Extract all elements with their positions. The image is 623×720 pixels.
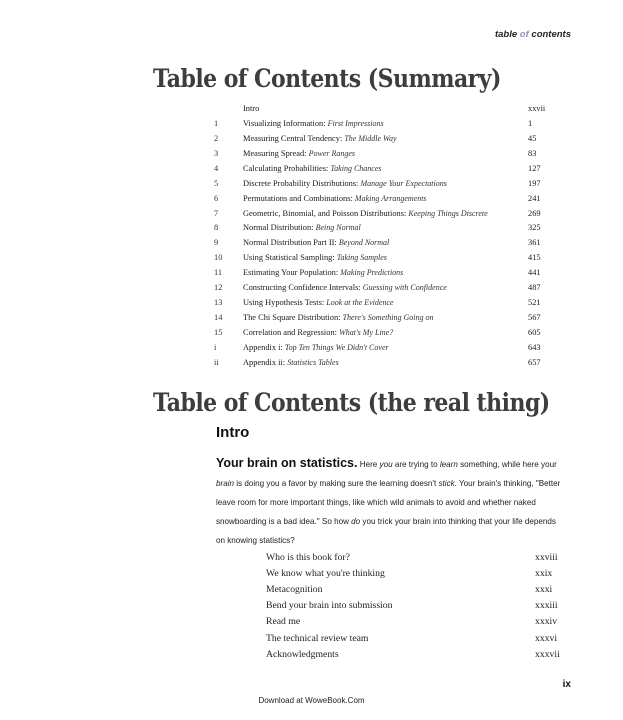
chapter-number: 15 bbox=[214, 328, 223, 338]
chapter-page: 487 bbox=[528, 283, 541, 293]
chapter-title bbox=[243, 194, 528, 203]
section-page: xxxvi bbox=[535, 632, 558, 644]
chapter-title bbox=[243, 149, 528, 158]
intro-text: is doing you a favor by making sure the learning doesn't bbox=[234, 479, 439, 489]
chapter-number: 10 bbox=[214, 253, 223, 263]
section-row[interactable] bbox=[266, 614, 562, 630]
chapter-title bbox=[243, 313, 528, 322]
chapter-main-title: Geometric, Binomial, and Poisson Distributions: bbox=[243, 208, 409, 218]
summary-list bbox=[214, 101, 550, 370]
section-row[interactable] bbox=[266, 646, 562, 662]
footer-credit: Download at WoweBook.Com bbox=[258, 696, 365, 705]
chapter-subtitle: Beyond Normal bbox=[338, 238, 390, 248]
chapter-number: 3 bbox=[214, 148, 219, 158]
chapter-subtitle: Look at the Evidence bbox=[326, 298, 394, 308]
chapter-subtitle: Making Arrangements bbox=[354, 193, 427, 203]
summary-title: Table of Contents (Summary) bbox=[153, 64, 501, 93]
chapter-page: 361 bbox=[528, 238, 541, 248]
chapter-title bbox=[243, 104, 528, 113]
chapter-main-title: Normal Distribution Part II: bbox=[243, 238, 339, 248]
chapter-subtitle: What's My Line? bbox=[339, 328, 394, 338]
section-page: xxviii bbox=[535, 551, 558, 563]
chapter-subtitle: Keeping Things Discrete bbox=[408, 208, 488, 218]
summary-row[interactable] bbox=[214, 101, 550, 116]
chapter-page: 521 bbox=[528, 298, 541, 308]
intro-sections-list bbox=[266, 549, 562, 662]
chapter-subtitle: Top Ten Things We Didn't Cover bbox=[284, 342, 389, 352]
chapter-main-title: Using Hypothesis Tests: bbox=[243, 298, 327, 308]
chapter-subtitle: Power Ranges bbox=[308, 148, 356, 158]
intro-text: Here bbox=[357, 460, 380, 469]
chapter-subtitle: Guessing with Confidence bbox=[362, 283, 447, 293]
chapter-page: 269 bbox=[528, 208, 541, 218]
page-number: ix bbox=[562, 679, 571, 690]
chapter-title bbox=[243, 253, 528, 262]
chapter-page: 643 bbox=[528, 342, 541, 352]
chapter-number: 11 bbox=[214, 268, 223, 278]
intro-text: Your brain's thinking, "Better leave room for more important things, like which wild animals to avoid and whether naked snowboarding is a bad idea." So how bbox=[216, 479, 561, 527]
chapter-main-title: Measuring Central Tendency: bbox=[243, 133, 345, 143]
chapter-main-title: Estimating Your Population: bbox=[243, 268, 341, 278]
chapter-main-title: Appendix ii: bbox=[243, 357, 288, 367]
chapter-number: 13 bbox=[214, 298, 223, 308]
chapter-subtitle: Making Predictions bbox=[340, 268, 404, 278]
chapter-number: 5 bbox=[214, 178, 219, 188]
chapter-page: 567 bbox=[528, 313, 541, 323]
section-page: xxix bbox=[535, 567, 553, 579]
chapter-title bbox=[243, 283, 528, 292]
chapter-number: 1 bbox=[214, 118, 219, 128]
chapter-main-title: Intro bbox=[243, 103, 260, 113]
section-row[interactable] bbox=[266, 630, 562, 646]
chapter-number: i bbox=[214, 342, 217, 352]
chapter-main-title: Discrete Probability Distributions: bbox=[243, 178, 361, 188]
chapter-title bbox=[243, 298, 528, 307]
chapter-number: 14 bbox=[214, 313, 223, 323]
summary-row[interactable] bbox=[214, 295, 550, 310]
intro-paragraph bbox=[216, 454, 561, 550]
section-row[interactable] bbox=[266, 598, 562, 614]
chapter-title bbox=[243, 343, 528, 352]
chapter-subtitle: Taking Samples bbox=[336, 253, 387, 263]
intro-text: are trying to bbox=[392, 460, 440, 469]
summary-row[interactable] bbox=[214, 191, 550, 206]
chapter-number: 6 bbox=[214, 193, 219, 203]
intro-text: something, while here your bbox=[457, 460, 557, 469]
chapter-main-title: Measuring Spread: bbox=[243, 148, 309, 158]
summary-row[interactable] bbox=[214, 310, 550, 325]
chapter-main-title: Using Statistical Sampling: bbox=[243, 253, 337, 263]
section-row[interactable] bbox=[266, 549, 562, 565]
real-toc-title: Table of Contents (the real thing) bbox=[153, 388, 550, 417]
chapter-page: 415 bbox=[528, 253, 541, 263]
chapter-main-title: The Chi Square Distribution: bbox=[243, 313, 343, 323]
section-title: The technical review team bbox=[266, 632, 369, 644]
section-title: Bend your brain into submission bbox=[266, 600, 393, 612]
chapter-page: 325 bbox=[528, 223, 541, 233]
chapter-subtitle: Statistics Tables bbox=[287, 357, 339, 367]
running-head-of: of bbox=[519, 29, 529, 40]
chapter-title bbox=[243, 238, 528, 247]
section-page: xxxi bbox=[535, 583, 553, 595]
intro-heading: Intro bbox=[216, 424, 250, 441]
chapter-title bbox=[243, 268, 528, 277]
chapter-title bbox=[243, 358, 528, 367]
chapter-page: 1 bbox=[528, 118, 533, 128]
chapter-page: xxvii bbox=[528, 103, 546, 113]
chapter-page: 657 bbox=[528, 357, 541, 367]
intro-emph: brain bbox=[216, 479, 234, 489]
chapter-number: ii bbox=[214, 357, 219, 367]
chapter-page: 441 bbox=[528, 268, 541, 278]
section-title: Acknowledgments bbox=[266, 648, 339, 660]
chapter-subtitle: The Middle Way bbox=[344, 133, 397, 143]
summary-row[interactable] bbox=[214, 131, 550, 146]
intro-emph: stick. bbox=[438, 479, 457, 489]
chapter-page: 197 bbox=[528, 178, 541, 188]
intro-emph: do bbox=[351, 517, 361, 527]
chapter-number: 9 bbox=[214, 238, 219, 248]
summary-row[interactable] bbox=[214, 325, 550, 340]
section-page: xxxvii bbox=[535, 648, 560, 660]
section-title: Metacognition bbox=[266, 583, 323, 595]
chapter-main-title: Visualizing Information: bbox=[243, 118, 328, 128]
summary-row[interactable] bbox=[214, 250, 550, 265]
chapter-title bbox=[243, 328, 528, 337]
summary-row[interactable] bbox=[214, 176, 550, 191]
chapter-main-title: Appendix i: bbox=[243, 342, 285, 352]
intro-emph: learn bbox=[439, 460, 458, 469]
chapter-number: 12 bbox=[214, 283, 223, 293]
section-page: xxxiii bbox=[535, 600, 558, 612]
section-title: Read me bbox=[266, 616, 301, 628]
summary-row[interactable] bbox=[214, 116, 550, 131]
chapter-title bbox=[243, 223, 528, 232]
section-title: Who is this book for? bbox=[266, 551, 350, 563]
running-head bbox=[495, 29, 571, 40]
chapter-main-title: Permutations and Combinations: bbox=[243, 193, 355, 203]
summary-row[interactable] bbox=[214, 161, 550, 176]
chapter-number: 2 bbox=[214, 133, 219, 143]
chapter-page: 45 bbox=[528, 133, 537, 143]
running-head-text-end: contents bbox=[528, 29, 571, 40]
summary-row[interactable] bbox=[214, 340, 550, 355]
summary-row[interactable] bbox=[214, 280, 550, 295]
chapter-page: 241 bbox=[528, 193, 541, 203]
intro-text: you trick your brain into thinking that your life depends on knowing statistics? bbox=[216, 517, 556, 546]
chapter-main-title: Normal Distribution: bbox=[243, 223, 316, 233]
section-row[interactable] bbox=[266, 581, 562, 597]
summary-row[interactable] bbox=[214, 146, 550, 161]
chapter-page: 127 bbox=[528, 163, 541, 173]
chapter-title bbox=[243, 134, 528, 143]
chapter-number: 8 bbox=[214, 223, 219, 233]
summary-row[interactable] bbox=[214, 235, 550, 250]
chapter-subtitle: Taking Chances bbox=[330, 163, 382, 173]
chapter-number: 7 bbox=[214, 208, 219, 218]
summary-row[interactable] bbox=[214, 221, 550, 236]
intro-lead: Your brain on statistics. bbox=[216, 456, 358, 470]
chapter-subtitle: Manage Your Expectations bbox=[360, 178, 447, 188]
chapter-main-title: Correlation and Regression: bbox=[243, 328, 340, 338]
chapter-main-title: Constructing Confidence Intervals: bbox=[243, 283, 363, 293]
chapter-subtitle: There's Something Going on bbox=[342, 313, 434, 323]
chapter-subtitle: First Impressions bbox=[327, 118, 384, 128]
chapter-page: 605 bbox=[528, 328, 541, 338]
section-page: xxxiv bbox=[535, 616, 558, 628]
section-title: We know what you're thinking bbox=[266, 567, 385, 579]
chapter-title bbox=[243, 209, 528, 218]
summary-row[interactable] bbox=[214, 206, 550, 221]
section-row[interactable] bbox=[266, 565, 562, 581]
chapter-title bbox=[243, 164, 528, 173]
chapter-page: 83 bbox=[528, 148, 537, 158]
chapter-title bbox=[243, 179, 528, 188]
chapter-number: 4 bbox=[214, 163, 219, 173]
summary-row[interactable] bbox=[214, 355, 550, 370]
intro-emph: you bbox=[379, 460, 393, 469]
chapter-main-title: Calculating Probabilities: bbox=[243, 163, 331, 173]
chapter-title bbox=[243, 119, 528, 128]
summary-row[interactable] bbox=[214, 265, 550, 280]
running-head-text: table bbox=[494, 29, 520, 40]
chapter-subtitle: Being Normal bbox=[315, 223, 361, 233]
